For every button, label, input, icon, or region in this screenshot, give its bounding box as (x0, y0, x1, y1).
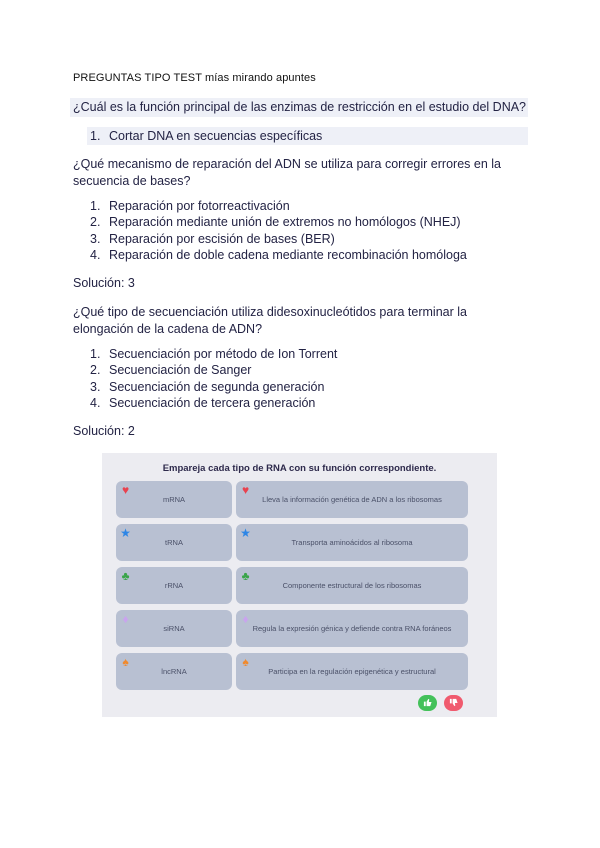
activity-title: Empareja cada tipo de RNA con su función correspondiente. (162, 463, 437, 474)
list-item: 4. Reparación de doble cadena mediante recombinación homóloga (90, 247, 467, 262)
list-item: 2. Secuenciación de Sanger (90, 363, 252, 378)
definition-label: Lleva la información genética de ADN a los ribosomas (262, 495, 442, 504)
spade-icon: ♠ (122, 655, 129, 669)
star-icon: ★ (240, 526, 251, 540)
thumbs-down-icon (449, 698, 458, 707)
heart-icon: ♥ (241, 483, 250, 497)
term-label: lncRNA (161, 667, 187, 676)
term-card-lncrna[interactable] (116, 653, 232, 690)
q2-options (90, 198, 467, 263)
club-icon: ♣ (241, 569, 250, 583)
definition-card-sirna[interactable] (236, 610, 468, 647)
definition-card-trna[interactable] (236, 524, 468, 561)
definition-card-mrna[interactable] (236, 481, 468, 518)
definition-label: Regula la expresión génica y defiende contra RNA foráneos (252, 624, 452, 633)
heart-icon: ♥ (121, 483, 130, 497)
q1-options (90, 128, 322, 144)
q2-solution: Solución: 3 (73, 276, 135, 290)
definition-label: Componente estructural de los ribosomas (282, 581, 422, 590)
term-label: siRNA (163, 624, 185, 633)
question-2: ¿Qué mecanismo de reparación del ADN se utiliza para corregir errores en la secuencia de bases? (73, 157, 501, 188)
page-header: PREGUNTAS TIPO TEST mías mirando apuntes (73, 72, 316, 84)
question-1: ¿Cuál es la función principal de las enzimas de restricción en el estudio del DNA? (73, 100, 527, 114)
definition-label: Participa en la regulación epigenética y estructural (268, 667, 436, 676)
thumbs-up-icon (423, 698, 432, 707)
term-label: tRNA (165, 538, 183, 547)
matching-activity-image (102, 453, 497, 717)
term-card-sirna[interactable] (116, 610, 232, 647)
star-icon: ★ (120, 526, 131, 540)
question-3: ¿Qué tipo de secuenciación utiliza didesoxinucleótidos para terminar la elongación de la cadena de ADN? (73, 305, 467, 336)
list-item: 1. Cortar DNA en secuencias específicas (90, 129, 323, 143)
club-icon: ♣ (121, 569, 130, 583)
q3-solution: Solución: 2 (73, 424, 135, 438)
list-item: 4. Secuenciación de tercera generación (90, 395, 316, 410)
spade-icon: ♠ (242, 655, 249, 669)
list-item: 1. Reparación por fotorreactivación (90, 199, 290, 213)
list-item: 2. Reparación mediante unión de extremos no homólogos (NHEJ) (90, 215, 461, 230)
term-label: mRNA (162, 495, 186, 504)
thumbs-up-button[interactable] (418, 695, 437, 711)
list-item: 3. Secuenciación de segunda generación (90, 379, 325, 394)
list-item: 3. Reparación por escisión de bases (BER) (90, 231, 335, 246)
definition-label: Transporta aminoácidos al ribosoma (291, 538, 413, 547)
diamond-icon: ♦ (122, 612, 129, 626)
term-card-trna[interactable] (116, 524, 232, 561)
definition-card-lncrna[interactable] (236, 653, 468, 690)
thumbs-down-button[interactable] (444, 695, 463, 711)
term-card-rrna[interactable] (116, 567, 232, 604)
term-card-mrna[interactable] (116, 481, 232, 518)
q3-options (90, 346, 337, 411)
list-item: 1. Secuenciación por método de Ion Torrent (90, 347, 338, 361)
definition-card-rrna[interactable] (236, 567, 468, 604)
diamond-icon: ♦ (242, 612, 249, 626)
term-label: rRNA (164, 581, 184, 590)
